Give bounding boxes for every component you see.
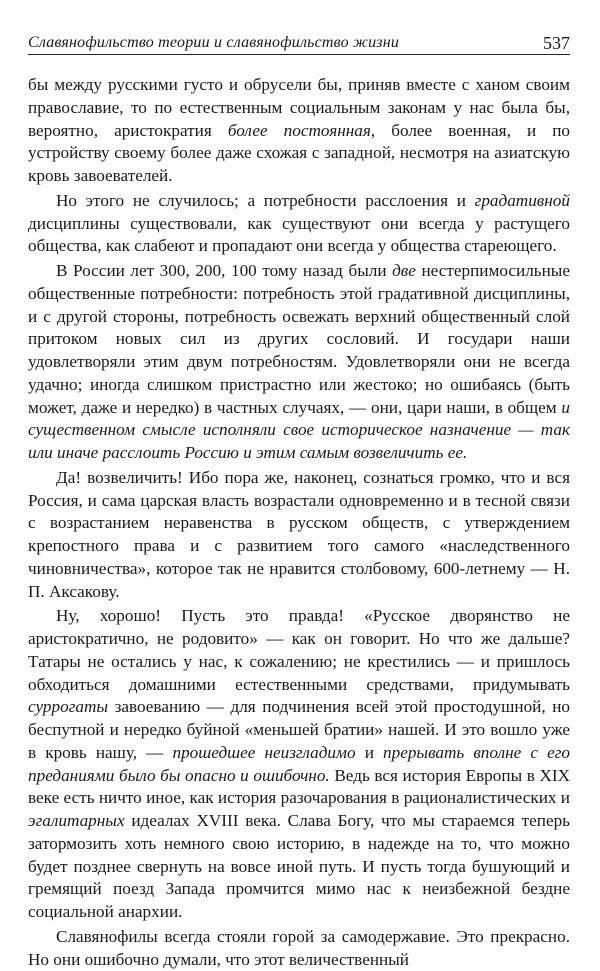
paragraph bbox=[28, 605, 570, 924]
running-title: Славянофильство теории и славянофильство жизни bbox=[28, 34, 400, 51]
italic-text-run: градативной bbox=[474, 190, 570, 210]
italic-text-run: прерывать вполне с его преданиями было бы опасно и ошибочно. bbox=[28, 742, 571, 785]
italic-text-run: более постоянная bbox=[227, 120, 371, 140]
italic-text-run: две bbox=[392, 261, 416, 280]
text-run: бы между русскими густо и обрусели бы, приняв вместе с ханом своим православие, то по естественным социальным законам у нас была бы, вероятно, аристократия bbox=[28, 75, 570, 140]
text-run: и bbox=[355, 742, 384, 762]
paragraph bbox=[28, 260, 570, 465]
text-run: завоеванию — для подчинения всей этой простодушной, но беспутной и нередко буйной «меньшей братии» нашей. И это вошло уже в кровь нашу, — bbox=[28, 697, 570, 762]
text-run: Ну, хорошо! Пусть это правда! «Русское дворянство не аристократично, не родовито» — как он говорит. Но что же дальше? Татары не остались у нас, к сожалению; не крестились — и пришлось обходиться домашними естественными средствами, придумывать bbox=[28, 606, 570, 694]
paragraph bbox=[28, 74, 570, 188]
running-header bbox=[28, 32, 570, 55]
text-run: нестерпимосильные общественные потребности: потребность этой градативной дисциплины, и с другой стороны, потребность освежать верхний общественный слой притоком новых сил из других сословий. И государи наши удовлетворяли этим двум потребностям. Удовлетворяли они не всегда удачно; иногда слишком пристрастно или жестоко; но ошибаясь (быть может, даже и нередко) в частных случаях, — они, цари наши, в общем bbox=[28, 261, 570, 417]
italic-text-run: эгалитарных bbox=[28, 811, 125, 830]
text-run: , более военная, и по устройству своему более даже схожая с западной, несмотря на азиатскую кровь завоевателей. bbox=[28, 120, 570, 185]
italic-text-run: и существенном смысле исполняли свое историческое назначение — так или иначе расслоить Россию и этим самым возвеличить ее. bbox=[28, 397, 570, 462]
text-run: Ведь вся история Европы в XIX веке есть ничто иное, как история разочарования в рационалистических и bbox=[28, 765, 570, 808]
page-number: 537 bbox=[543, 33, 570, 53]
paragraph bbox=[28, 190, 570, 258]
text-run: Славянофилы всегда стояли горой за самодержавие. Это прекрасно. Но они ошибочно думали, что этот величественный bbox=[28, 926, 570, 969]
text-run: Да! возвеличить! Ибо пора же, наконец, сознаться громко, что и вся Россия, и сама царская власть возрастали одновременно и в тесной связи с возрастанием неравенства в русском обществ, с утверждением крепостного права и с развитием того самого «наследственного чиновничества», которое так не нравится столбовому, 600-летнему — Н. П. Аксакову. bbox=[28, 467, 570, 601]
italic-text-run: суррогаты bbox=[28, 697, 109, 717]
paragraph bbox=[28, 926, 570, 971]
body-text bbox=[28, 74, 570, 971]
text-run: Но этого не случилось; а потребности расслоения и bbox=[56, 190, 475, 210]
text-run: дисциплины существовали, как существуют они всегда у растущего общества, как слабеют и пропадают они всегда у общества стареющего. bbox=[28, 213, 570, 256]
text-run: В России лет 300, 200, 100 тому назад были bbox=[56, 261, 393, 280]
paragraph bbox=[28, 467, 570, 604]
italic-text-run: прошедшее неизгладимо bbox=[172, 742, 356, 762]
text-run: идеалах XVIII века. Слава Богу, что мы стараемся теперь затормозить хоть немного свою историю, в надежде на то, что можно будет позднее свернуть на вовсе иной путь. И пусть тогда бушующий и гремящий поезд Запада промчится мимо нас к неизбежной бездне социальной анархии. bbox=[28, 811, 570, 921]
